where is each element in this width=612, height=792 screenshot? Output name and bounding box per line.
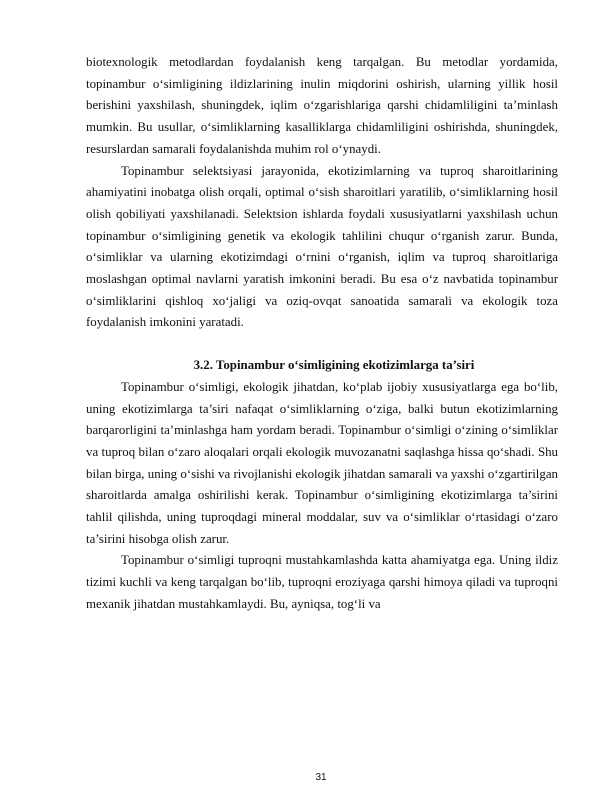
document-page: [86, 52, 558, 616]
paragraph-continued: biotexnologik metodlardan foydalanish keng tarqalgan. Bu metodlar yordamida, topinambur o‘simligining ildizlarining inulin miqdorini oshirish, ularning yillik hosil berishini yaxshilash, shuningdek, iqlim o‘zgarishlariga qarshi chidamliligini ta’minlash mumkin. Bu usullar, o‘simliklarning kasalliklarga chidamliligini oshirishda, shuningdek, resurslardan samarali foydalanishda muhim rol o‘ynaydi.: [86, 55, 558, 156]
page-number: 31: [315, 772, 327, 783]
section-heading: 3.2. Topinambur o‘simligining ekotizimlarga ta’siri: [193, 358, 475, 373]
paragraph-soil-strengthening: Topinambur o‘simligi tuproqni mustahkamlashda katta ahamiyatga ega. Uning ildiz tizimi kuchli va keng tarqalgan bo‘lib, tuproqni eroziyaga qarshi himoya qiladi va tuproqni mexanik jihatdan mustahkamlaydi. Bu, ayniqsa, tog‘li va: [86, 553, 558, 611]
paragraph-ecological-impact: Topinambur o‘simligi, ekologik jihatdan, ko‘plab ijobiy xususiyatlarga ega bo‘lib, uning ekotizimlarga ta’siri nafaqat o‘simliklarning o‘ziga, balki butun ekotizimlarning barqarorligini ta’minlashga ham yordam beradi. Topinambur o‘simligi o‘zining o‘simliklar va tuproq bilan o‘zaro aloqalari orqali ekologik muvozanatni saqlashga hissa qo‘shadi. Shu bilan birga, uning o‘sishi va rivojlanishi ekologik jihatdan samarali va yaxshi o‘zgartirilgan sharoitlarda amalga oshirilishi kerak. Topinambur o‘simligining ekotizimlarga ta’sirini tahlil qilishda, uning tuproqdagi mineral moddalar, suv va o‘simliklar o‘rtasidagi o‘zaro ta’sirini hisobga olish zarur.: [86, 379, 558, 546]
paragraph-selection-process: Topinambur selektsiyasi jarayonida, ekotizimlarning va tuproq sharoitlarining ahamiyatini inobatga olish orqali, optimal o‘sish sharoitlari yaratilib, o‘simliklarning hosil olish qobiliyati yaxshilanadi. Selektsion ishlarda foydali xususiyatlarni yaxshilash uchun topinambur o‘simligining genetik va ekologik tahlilini chuqur o‘rganish zarur. Bunda, o‘simliklar va ularning ekotizimdagi o‘rnini o‘rganish, iqlim va tuproq sharoitlariga moslashgan optimal navlarni yaratish imkonini beradi. Bu esa o‘z navbatida topinambur o‘simliklarini qishloq xo‘jaligi va oziq-ovqat sanoatida samarali va ekologik toza foydalanish imkonini yaratadi.: [86, 163, 558, 330]
